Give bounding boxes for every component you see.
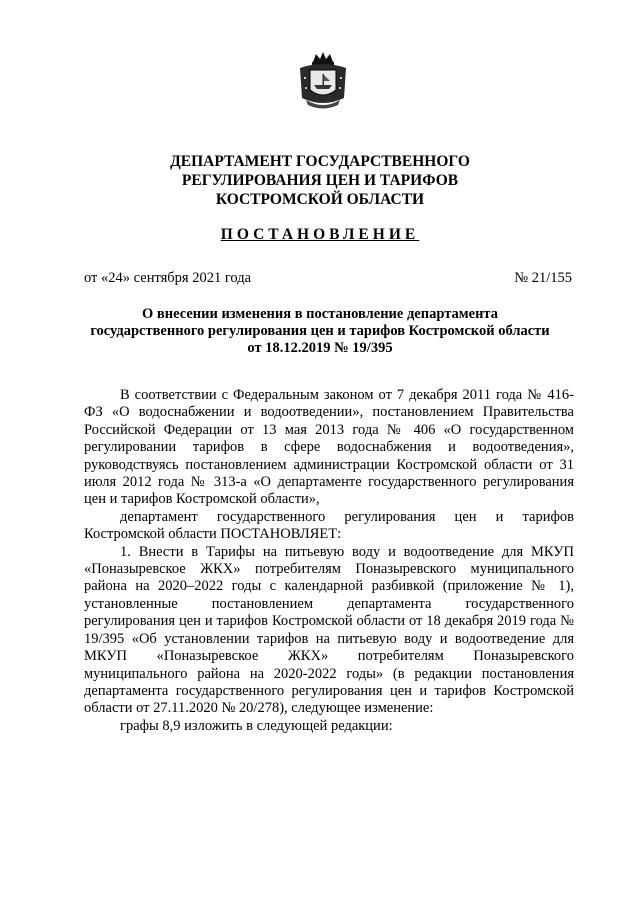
- body-paragraph-2: департамент государственного регулирования цен и тарифов Костромской области ПОСТАНОВЛЯЕТ:: [84, 508, 574, 543]
- header-line-2: РЕГУЛИРОВАНИЯ ЦЕН И ТАРИФОВ: [181, 172, 459, 189]
- document-number: № 21/155: [514, 270, 572, 286]
- document-date: от «24» сентября 2021 года: [84, 270, 252, 286]
- department-header: [0, 152, 640, 209]
- body-paragraph-4: графы 8,9 изложить в следующей редакции:: [120, 717, 393, 734]
- body-paragraph-3: 1. Внести в Тарифы на питьевую воду и водоотведение для МКУП «Поназыревское ЖКХ» потребителям Поназыревского муниципального района на 2020–2022 годы с календарной разбивкой (приложение № 1), установленные постановлением департамента государственного регулирования цен и тарифов Костромской области от 18 декабря 2019 года № 19/395 «Об установлении тарифов на питьевую воду и водоотведение для МКУП «Поназыревское ЖКХ» потребителям Поназыревского муниципального района на 2020-2022 годы» (в редакции постановления департамента государственного регулирования цен и тарифов Костромской области от 27.11.2020 № 20/278), следующее изменение:: [84, 543, 574, 717]
- coat-of-arms-emblem: [296, 50, 350, 110]
- document-body: [84, 387, 574, 735]
- document-subject: [0, 306, 640, 357]
- header-line-1: ДЕПАРТАМЕНТ ГОСУДАРСТВЕННОГО: [170, 153, 470, 170]
- subject-line-3: от 18.12.2019 № 19/395: [247, 340, 393, 356]
- subject-line-2: государственного регулирования цен и тарифов Костромской области: [90, 323, 550, 339]
- subject-line-1: О внесении изменения в постановление департамента: [142, 306, 498, 322]
- document-type-title: ПОСТАНОВЛЕНИЕ: [220, 226, 420, 243]
- header-line-3: КОСТРОМСКОЙ ОБЛАСТИ: [215, 191, 425, 208]
- body-paragraph-1: В соответствии с Федеральным законом от 7 декабря 2011 года № 416-ФЗ «О водоснабжении и водоотведении», постановлением Правительства Российской Федерации от 13 мая 2013 года № 406 «О государственном регулировании тарифов в сфере водоснабжения и водоотведения», руководствуясь постановлением администрации Костромской области от 31 июля 2012 года № 313-а «О департаменте государственного регулирования цен и тарифов Костромской области»,: [84, 387, 574, 508]
